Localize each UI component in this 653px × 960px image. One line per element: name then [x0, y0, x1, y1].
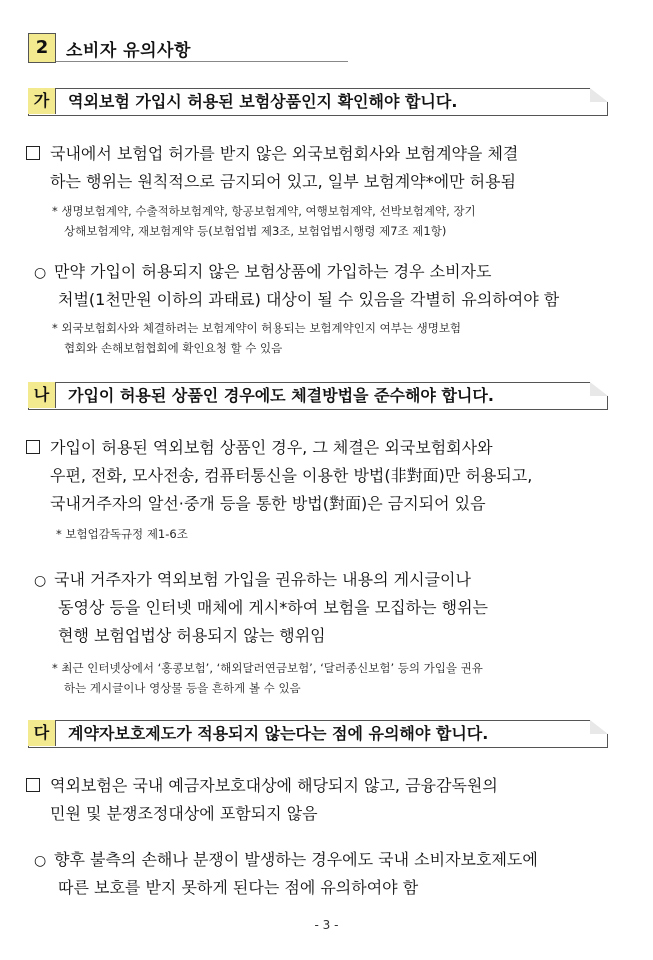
section-underline [56, 61, 348, 62]
subheader-badge: 가 [28, 88, 56, 114]
circle-bullet-icon: ○ [34, 265, 47, 281]
paragraph-c2-line1 [34, 846, 538, 875]
paragraph-a2-line1 [34, 258, 491, 287]
paragraph-b2-line1 [34, 566, 471, 595]
subheader-na [28, 382, 608, 410]
note-a1-line2: 상해보험계약, 재보험계약 등(보험업법 제3조, 보험업법시행령 제7조 제1항) [64, 224, 447, 238]
square-bullet-icon [26, 778, 40, 792]
paragraph-text: 국내 거주자가 역외보험 가입을 권유하는 내용의 게시글이나 [54, 570, 471, 589]
page-fold-icon [590, 382, 608, 396]
section-title: 소비자 유의사항 [66, 41, 191, 61]
subheader-title: 계약자보호제도가 적용되지 않는다는 점에 유의해야 합니다. [68, 724, 489, 743]
page-number: - 3 - [314, 918, 339, 932]
paragraph-c1-line1 [26, 772, 498, 800]
paragraph-b1-line1 [26, 434, 493, 462]
paragraph-text: 만약 가입이 허용되지 않은 보험상품에 가입하는 경우 소비자도 [54, 262, 492, 281]
circle-bullet-icon: ○ [34, 573, 47, 589]
paragraph-b1-line3: 국내거주자의 알선·중개 등을 통한 방법(對面)은 금지되어 있음 [50, 494, 486, 513]
page-fold-icon [590, 720, 608, 734]
square-bullet-icon [26, 440, 40, 454]
paragraph-a2-line2: 처벌(1천만원 이하의 과태료) 대상이 될 수 있음을 각별히 유의하여야 함 [58, 290, 560, 309]
paragraph-text: 국내에서 보험업 허가를 받지 않은 외국보험회사와 보험계약을 체결 [50, 144, 519, 163]
square-bullet-icon [26, 146, 40, 160]
section-number: 2 [28, 33, 56, 63]
note-a2-line1: * 외국보험회사와 체결하려는 보험계약이 허용되는 보험계약인지 여부는 생명보험 [52, 321, 462, 335]
paragraph-c1-line2: 민원 및 분쟁조정대상에 포함되지 않음 [50, 804, 318, 823]
paragraph-text: 가입이 허용된 역외보험 상품인 경우, 그 체결은 외국보험회사와 [50, 438, 493, 457]
subheader-ga [28, 88, 608, 116]
subheader-badge: 나 [28, 382, 56, 408]
note-b2-line2: 하는 게시글이나 영상물 등을 흔하게 볼 수 있음 [64, 681, 301, 695]
note-a2-line2: 협회와 손해보험협회에 확인요청 할 수 있음 [64, 341, 283, 355]
note-b2-line1: * 최근 인터넷상에서 ‘홍콩보험’, ‘해외달러연금보험’, ‘달러종신보험’ 등의 가입을 권유 [52, 661, 483, 675]
circle-bullet-icon: ○ [34, 853, 47, 869]
paragraph-b1-line2: 우편, 전화, 모사전송, 컴퓨터통신을 이용한 방법(非對面)만 허용되고, [50, 466, 533, 485]
paragraph-a1-line2: 하는 행위는 원칙적으로 금지되어 있고, 일부 보험계약*에만 허용됨 [50, 172, 517, 191]
paragraph-b2-line2: 동영상 등을 인터넷 매체에 게시*하여 보험을 모집하는 행위는 [58, 598, 489, 617]
subheader-badge: 다 [28, 720, 56, 746]
note-a1-line1: * 생명보험계약, 수출적하보험계약, 항공보험계약, 여행보험계약, 선박보험계약, 장기 [52, 204, 476, 218]
subheader-title: 역외보험 가입시 허용된 보험상품인지 확인해야 합니다. [68, 92, 458, 111]
subheader-title: 가입이 허용된 상품인 경우에도 체결방법을 준수해야 합니다. [68, 386, 494, 405]
paragraph-c2-line2: 따른 보호를 받지 못하게 된다는 점에 유의하여야 함 [58, 878, 419, 897]
paragraph-text: 역외보험은 국내 예금자보호대상에 해당되지 않고, 금융감독원의 [50, 776, 498, 795]
paragraph-a1-line1 [26, 140, 518, 168]
page-fold-icon [590, 88, 608, 102]
paragraph-text: 향후 불측의 손해나 분쟁이 발생하는 경우에도 국내 소비자보호제도에 [54, 850, 538, 869]
note-b1: * 보험업감독규정 제1-6조 [56, 527, 188, 541]
subheader-da [28, 720, 608, 748]
paragraph-b2-line3: 현행 보험업법상 허용되지 않는 행위임 [58, 626, 326, 645]
